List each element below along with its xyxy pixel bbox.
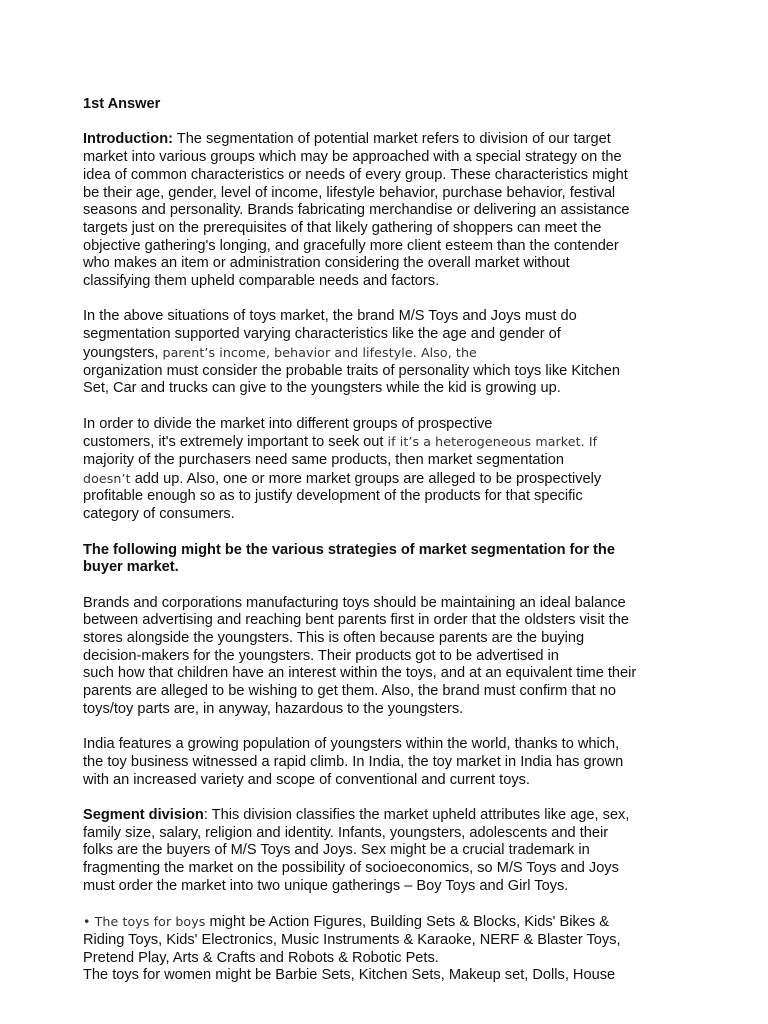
para4-line-1: Brands and corporations manufacturing toys should be maintaining an ideal balance bbox=[83, 594, 626, 611]
para3-line-2-pasted: if it’s a heterogeneous market. If bbox=[387, 434, 598, 450]
para3-line-6: category of consumers. bbox=[83, 506, 235, 523]
intro-text: The segmentation of potential market refers to division of our target bbox=[172, 131, 611, 148]
para2-line-3-start: youngsters, bbox=[83, 344, 163, 361]
introduction-label: Introduction: bbox=[83, 131, 173, 148]
para4-line-4: decision-makers for the youngsters. Their products got to be advertised in bbox=[83, 647, 559, 664]
intro-line-3: idea of common characteristics or needs of every group. These characteristics might bbox=[83, 166, 628, 183]
para2-line-4: organization must consider the probable traits of personality which toys like Kitchen bbox=[83, 362, 621, 379]
para2-line-3 bbox=[83, 344, 703, 363]
para2-line-5: Set, Car and trucks can give to the youngsters while the kid is growing up. bbox=[83, 380, 561, 397]
para4-line-6: parents are alleged to be wishing to get them. Also, the brand must confirm that no bbox=[83, 683, 616, 700]
segment-division-label: Segment division bbox=[83, 807, 204, 824]
boys-toys-bullet: • The toys for boys bbox=[83, 914, 206, 930]
document-body bbox=[83, 96, 703, 985]
para3-line-5: profitable enough so as to justify development of the products for that specific bbox=[83, 488, 583, 505]
boys-line-2: Riding Toys, Kids' Electronics, Music Instruments & Karaoke, NERF & Blaster Toys, bbox=[83, 931, 621, 948]
advertising-paragraph bbox=[83, 595, 703, 719]
para3-line-4 bbox=[83, 470, 703, 489]
intro-line-5: seasons and personality. Brands fabricating merchandise or delivering an assistance bbox=[83, 202, 630, 219]
para4-line-3: stores alongside the youngsters. This is often because parents are the buying bbox=[83, 630, 585, 647]
intro-line-1 bbox=[83, 131, 703, 149]
para5-line-3: with an increased variety and scope of conventional and current toys. bbox=[83, 771, 530, 788]
para5-line-2: the toy business witnessed a rapid climb. In India, the toy market in India has grown bbox=[83, 753, 624, 770]
para3-line-4-pasted: doesn’t bbox=[83, 470, 131, 486]
boys-line-1-rest: might be Action Figures, Building Sets & Blocks, Kids' Bikes & bbox=[205, 914, 609, 931]
para3-line-2 bbox=[83, 433, 703, 452]
para3-line-2-start: customers, it's extremely important to seek out bbox=[83, 434, 388, 451]
para5-line-1: India features a growing population of youngsters within the world, thanks to which, bbox=[83, 736, 620, 753]
boys-line-3: Pretend Play, Arts & Crafts and Robots & Robotic Pets. bbox=[83, 949, 439, 966]
answer-heading: 1st Answer bbox=[83, 96, 161, 112]
intro-line-2: market into various groups which may be approached with a special strategy on the bbox=[83, 149, 622, 166]
intro-line-9: classifying them upheld comparable needs and factors. bbox=[83, 273, 440, 290]
market-division-paragraph bbox=[83, 416, 703, 524]
para3-line-3: majority of the purchasers need same products, then market segmentation bbox=[83, 452, 565, 469]
segment-division-paragraph bbox=[83, 807, 703, 896]
segment-text: : This division classifies the market upheld attributes like age, sex, bbox=[203, 807, 630, 824]
segment-line-4: fragmenting the market on the possibility of socioeconomics, so M/S Toys and Joys bbox=[83, 860, 619, 877]
segment-line-1 bbox=[83, 807, 703, 825]
para2-line-1: In the above situations of toys market, the brand M/S Toys and Joys must do bbox=[83, 308, 577, 325]
para3-line-4-rest: add up. Also, one or more market groups are alleged to be prospectively bbox=[130, 470, 602, 487]
para4-line-2: between advertising and reaching bent parents first in order that the oldsters visit the bbox=[83, 612, 629, 629]
strategies-heading bbox=[83, 542, 703, 577]
intro-line-8: who makes an item or administration considering the overall market without bbox=[83, 255, 570, 272]
intro-line-4: be their age, gender, level of income, lifestyle behavior, purchase behavior, festival bbox=[83, 184, 616, 201]
segment-line-2: family size, salary, religion and identity. Infants, youngsters, adolescents and their bbox=[83, 824, 609, 841]
para2-line-2: segmentation supported varying characteristics like the age and gender of bbox=[83, 326, 561, 343]
segment-line-3: folks are the buyers of M/S Toys and Joys. Sex might be a crucial trademark in bbox=[83, 842, 590, 859]
para2-line-3-pasted: parent’s income, behavior and lifestyle. Also, the bbox=[162, 344, 477, 360]
toys-market-paragraph bbox=[83, 308, 703, 398]
intro-line-6: targets just on the prerequisites of that likely gathering of shoppers can meet the bbox=[83, 219, 602, 236]
para3-line-1: In order to divide the market into different groups of prospective bbox=[83, 415, 493, 432]
india-paragraph bbox=[83, 736, 703, 789]
segment-line-5: must order the market into two unique gatherings – Boy Toys and Girl Toys. bbox=[83, 877, 569, 894]
strategies-heading-line-2: buyer market. bbox=[83, 559, 179, 576]
toys-list-paragraph bbox=[83, 913, 703, 985]
para4-line-7: toys/toy parts are, in anyway, hazardous to the youngsters. bbox=[83, 700, 464, 717]
boys-line-1 bbox=[83, 913, 703, 932]
intro-line-7: objective gathering's longing, and gracefully more client esteem than the contender bbox=[83, 237, 619, 254]
introduction-paragraph bbox=[83, 131, 703, 290]
girls-line-1: The toys for women might be Barbie Sets, Kitchen Sets, Makeup set, Dolls, House bbox=[83, 967, 616, 984]
para4-line-5: such how that children have an interest within the toys, and at an equivalent time their bbox=[83, 665, 637, 682]
strategies-heading-line-1: The following might be the various strategies of market segmentation for the bbox=[83, 541, 615, 558]
